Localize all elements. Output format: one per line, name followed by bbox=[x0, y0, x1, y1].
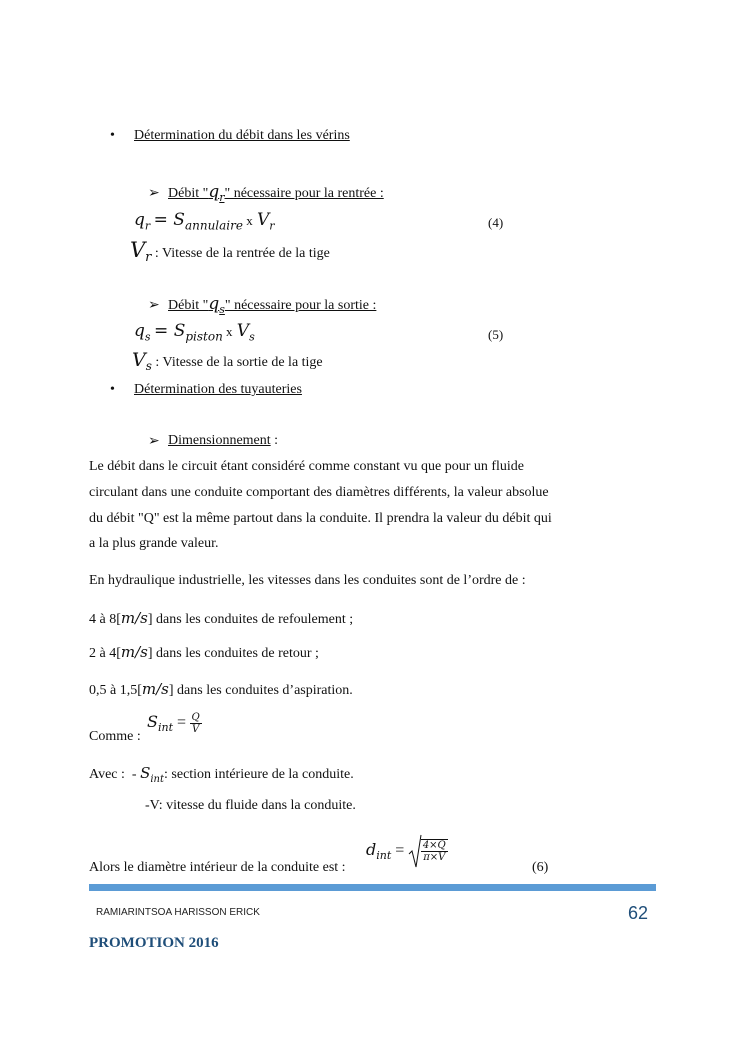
paragraph-line: circulant dans une conduite comportant des diamètres différents, la valeur absolue bbox=[89, 485, 549, 500]
equation-5: $q_s = S_{piston}$ x $V_s$ bbox=[134, 321, 255, 344]
bullet: • bbox=[110, 128, 115, 143]
arrow-bullet-icon: ➢ bbox=[148, 186, 160, 201]
fraction: $\frac{4\times Q}{\pi\times V}$ bbox=[422, 840, 446, 863]
definition-vs: $V_s$ : Vitesse de la sortie de la tige bbox=[132, 349, 323, 373]
comme-label: Comme : bbox=[89, 729, 141, 744]
subheading-dimensionnement: Dimensionnement : bbox=[168, 433, 279, 448]
sqrt-symbol bbox=[408, 834, 448, 870]
paragraph-line: du débit "Q" est la même partout dans la conduite. Il prendra la valeur du débit qui bbox=[89, 511, 552, 526]
paragraph-line: Le débit dans le circuit étant considéré comme constant vu que pour un fluide bbox=[89, 459, 525, 474]
equation-number: (5) bbox=[488, 327, 504, 342]
section-formula: $S_{int}$ = $\frac{Q}{V}$ bbox=[147, 712, 200, 736]
subheading-debit-rentree: Débit "$q_r$" nécessaire pour la rentrée : bbox=[168, 182, 384, 204]
page-number: 62 bbox=[628, 903, 649, 923]
definition-vr: $V_r$ : Vitesse de la rentrée de la tige bbox=[130, 238, 330, 265]
avec-line-2: -V: vitesse du fluide dans la conduite. bbox=[145, 798, 356, 813]
bullet: • bbox=[110, 382, 115, 397]
footer-bar bbox=[89, 884, 656, 891]
footer-author: RAMIARINTSOA HARISSON ERICK bbox=[96, 907, 260, 918]
avec-line: Avec : - $S_{int}$: section intérieure de la conduite. bbox=[89, 764, 354, 785]
speed-line: 2 à 4[m/s] dans les conduites de retour ; bbox=[89, 643, 319, 661]
paragraph-line: a la plus grande valeur. bbox=[89, 536, 219, 551]
section-heading-tuyauteries: Détermination des tuyauteries bbox=[134, 382, 302, 397]
equation-number: (6) bbox=[532, 860, 549, 875]
arrow-bullet-icon: ➢ bbox=[148, 434, 160, 449]
speed-line: 0,5 à 1,5[m/s] dans les conduites d’aspiration. bbox=[89, 680, 353, 698]
equation-number: (4) bbox=[488, 215, 504, 230]
speed-line: 4 à 8[m/s] dans les conduites de refoulement ; bbox=[89, 609, 354, 627]
diameter-formula: $d_{int}$ = $\frac{4\times Q}{\pi\times V}$ bbox=[366, 834, 448, 870]
speeds-intro: En hydraulique industrielle, les vitesses dans les conduites sont de l’ordre de : bbox=[89, 573, 526, 588]
radical-sign bbox=[408, 834, 422, 870]
fraction: $\frac{Q}{V}$ bbox=[191, 712, 200, 736]
equation-4: $q_r = S_{annulaire}$ x $V_r$ bbox=[134, 210, 275, 233]
footer-promotion: PROMOTION 2016 bbox=[89, 935, 219, 951]
subheading-debit-sortie: Débit "$q_s$" nécessaire pour la sortie : bbox=[168, 294, 377, 316]
arrow-bullet-icon: ➢ bbox=[148, 298, 160, 313]
section-heading-debit: Détermination du débit dans les vérins bbox=[134, 128, 350, 143]
alors-text: Alors le diamètre intérieur de la conduite est : bbox=[89, 860, 346, 875]
